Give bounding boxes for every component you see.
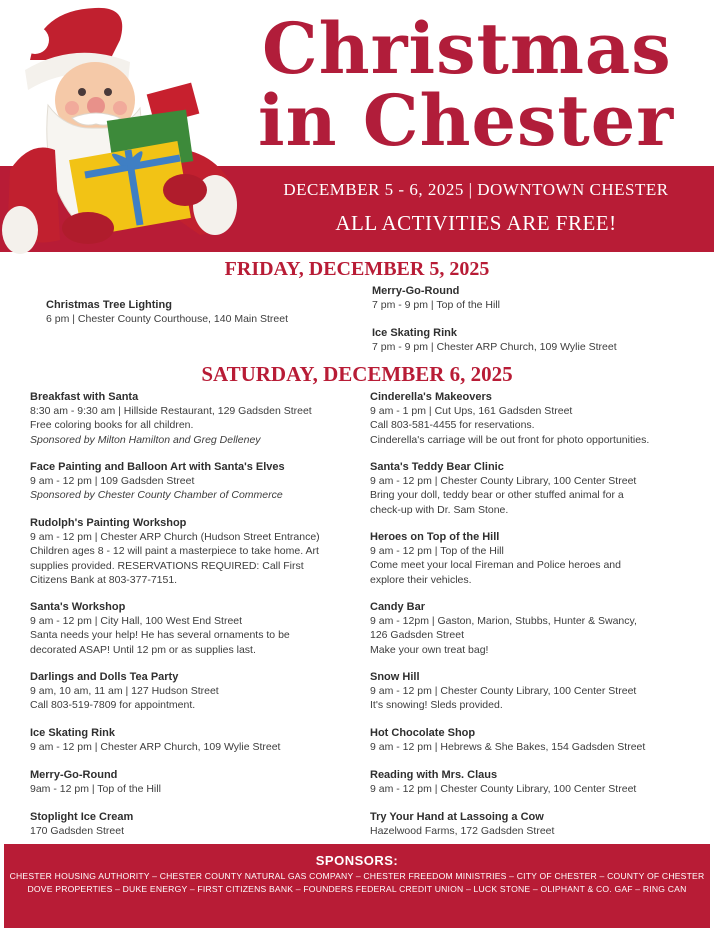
event-name: Candy Bar bbox=[370, 601, 426, 613]
event-detail: supplies provided. RESERVATIONS REQUIRED: Call First bbox=[30, 559, 304, 572]
sponsors-heading: SPONSORS: bbox=[315, 853, 399, 868]
sponsors-row-2: DOVE PROPERTIES – DUKE ENERGY – FIRST CITIZENS BANK – FOUNDERS FEDERAL CREDIT UNION – LUCK STONE – OLIPHANT & CO. GAF – RING CAN bbox=[27, 884, 687, 894]
event-detail: Cinderella's carriage will be out front for photo opportunities. bbox=[370, 433, 650, 446]
event-name: Stoplight Ice Cream bbox=[30, 811, 134, 823]
event-detail: 7 pm - 9 pm | Chester ARP Church, 109 Wylie Street bbox=[372, 341, 617, 354]
event-rudolphs-painting-workshop bbox=[30, 516, 360, 587]
event-candy-bar bbox=[370, 600, 705, 657]
event-ice-skating-friday bbox=[372, 326, 702, 354]
event-name: Darlings and Dolls Tea Party bbox=[30, 671, 179, 683]
event-detail: Call 803-581-4455 for reservations. bbox=[370, 419, 535, 432]
event-name: Merry-Go-Round bbox=[30, 769, 118, 781]
event-detail: check-up with Dr. Sam Stone. bbox=[370, 503, 509, 516]
event-detail: 9 am - 12 pm | City Hall, 100 West End Street bbox=[30, 615, 243, 628]
title-line-1: Christmas bbox=[262, 7, 672, 90]
event-reading-with-mrs-claus bbox=[370, 768, 705, 796]
event-detail: Citizens Bank at 803-377-7151. bbox=[30, 573, 178, 586]
event-name: Cinderella's Makeovers bbox=[370, 391, 492, 403]
flyer-title bbox=[258, 7, 698, 162]
event-dates-location: DECEMBER 5 - 6, 2025 | DOWNTOWN CHESTER bbox=[283, 180, 669, 199]
event-name: Try Your Hand at Lassoing a Cow bbox=[370, 811, 544, 823]
event-detail: 6 pm | Chester County Courthouse, 140 Main Street bbox=[46, 313, 289, 326]
event-sponsor: Sponsored by Chester County Chamber of Commerce bbox=[30, 489, 283, 502]
event-cinderellas-makeovers bbox=[370, 390, 705, 447]
event-hot-chocolate-shop bbox=[370, 726, 705, 754]
santa-illustration bbox=[0, 0, 250, 268]
event-detail: 170 Gadsden Street bbox=[30, 825, 124, 838]
event-detail: Call 803-519-7809 for appointment. bbox=[30, 699, 196, 712]
event-detail: 9 am - 12 pm | Chester ARP Church (Hudson Street Entrance) bbox=[30, 531, 320, 544]
event-detail: 9 am, 10 am, 11 am | 127 Hudson Street bbox=[30, 685, 219, 698]
event-merry-go-round-saturday bbox=[30, 768, 360, 796]
title-line-2: in Chester bbox=[258, 79, 675, 162]
event-teddy-bear-clinic bbox=[370, 460, 705, 517]
event-darlings-and-dolls bbox=[30, 670, 360, 713]
event-snow-hill bbox=[370, 670, 705, 713]
event-santas-workshop bbox=[30, 600, 360, 657]
event-name: Ice Skating Rink bbox=[372, 327, 457, 339]
event-face-painting bbox=[30, 460, 360, 503]
event-name: Reading with Mrs. Claus bbox=[370, 769, 498, 781]
event-detail: explore their vehicles. bbox=[370, 573, 472, 586]
event-name: Rudolph's Painting Workshop bbox=[30, 517, 187, 529]
free-activities-note: ALL ACTIVITIES ARE FREE! bbox=[335, 211, 617, 235]
event-name: Snow Hill bbox=[370, 671, 420, 683]
event-ice-skating-saturday bbox=[30, 726, 360, 754]
event-name: Merry-Go-Round bbox=[372, 285, 460, 297]
event-detail: Children ages 8 - 12 will paint a masterpiece to take home. Art bbox=[30, 545, 319, 558]
event-detail: 9 am - 12 pm | Hebrews & She Bakes, 154 Gadsden Street bbox=[370, 741, 646, 754]
event-detail: It's snowing! Sleds provided. bbox=[370, 699, 503, 712]
event-heroes-on-top-of-the-hill bbox=[370, 530, 705, 587]
event-sponsor: Sponsored by Milton Hamilton and Greg Delleney bbox=[30, 433, 261, 446]
event-detail: 9 am - 12 pm | Chester County Library, 100 Center Street bbox=[370, 685, 637, 698]
event-name: Ice Skating Rink bbox=[30, 727, 115, 739]
event-name: Breakfast with Santa bbox=[30, 391, 139, 403]
event-detail: 9 am - 12 pm | 109 Gadsden Street bbox=[30, 475, 195, 488]
event-lassoing-a-cow bbox=[370, 810, 705, 838]
event-name: Santa's Teddy Bear Clinic bbox=[370, 461, 504, 473]
event-name: Santa's Workshop bbox=[30, 601, 126, 613]
event-name: Hot Chocolate Shop bbox=[370, 727, 476, 739]
event-detail: 9 am - 12 pm | Chester County Library, 100 Center Street bbox=[370, 783, 637, 796]
sponsors-row-1: CHESTER HOUSING AUTHORITY – CHESTER COUNTY NATURAL GAS COMPANY – CHESTER FREEDOM MINISTRIES – CITY OF CHESTER – COUNTY OF CHESTER bbox=[9, 871, 705, 881]
event-christmas-tree-lighting bbox=[46, 298, 356, 326]
saturday-heading: SATURDAY, DECEMBER 6, 2025 bbox=[201, 362, 513, 386]
event-detail: 7 pm - 9 pm | Top of the Hill bbox=[372, 299, 501, 312]
friday-heading: FRIDAY, DECEMBER 5, 2025 bbox=[224, 258, 490, 280]
event-detail: Free coloring books for all children. bbox=[30, 419, 194, 432]
event-stoplight-ice-cream bbox=[30, 810, 360, 838]
event-detail: 9am - 12 pm | Top of the Hill bbox=[30, 783, 161, 796]
event-merry-go-round-friday bbox=[372, 284, 702, 312]
event-name: Face Painting and Balloon Art with Santa's Elves bbox=[30, 461, 285, 473]
event-breakfast-with-santa bbox=[30, 390, 360, 447]
event-detail: 8:30 am - 9:30 am | Hillside Restaurant, 129 Gadsden Street bbox=[30, 405, 312, 418]
event-detail: Make your own treat bag! bbox=[370, 643, 489, 656]
event-detail: Hazelwood Farms, 172 Gadsden Street bbox=[370, 825, 555, 838]
event-detail: 9 am - 12 pm | Chester ARP Church, 109 Wylie Street bbox=[30, 741, 281, 754]
event-detail: 9 am - 1 pm | Cut Ups, 161 Gadsden Street bbox=[370, 405, 573, 418]
event-detail: Santa needs your help! He has several ornaments to be bbox=[30, 629, 290, 642]
event-detail: 9 am - 12 pm | Top of the Hill bbox=[370, 545, 504, 558]
event-detail: Bring your doll, teddy bear or other stuffed animal for a bbox=[370, 489, 624, 502]
event-detail: 9 am - 12 pm | Chester County Library, 100 Center Street bbox=[370, 475, 637, 488]
event-detail: 126 Gadsden Street bbox=[370, 629, 464, 642]
event-detail: decorated ASAP! Until 12 pm or as supplies last. bbox=[30, 643, 256, 656]
sponsors-footer bbox=[4, 844, 710, 928]
event-name: Heroes on Top of the Hill bbox=[370, 531, 500, 543]
event-detail: Come meet your local Fireman and Police heroes and bbox=[370, 559, 621, 572]
event-name: Christmas Tree Lighting bbox=[46, 299, 172, 311]
event-detail: 9 am - 12pm | Gaston, Marion, Stubbs, Hunter & Swancy, bbox=[370, 615, 637, 628]
